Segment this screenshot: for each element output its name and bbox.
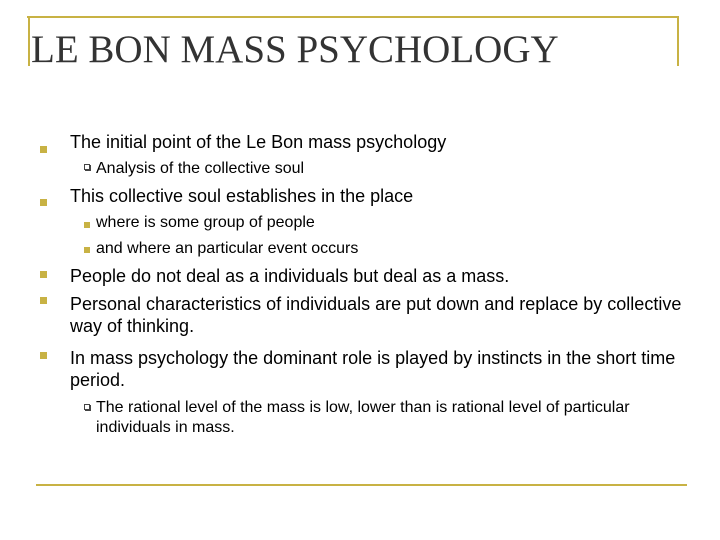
bullet-2-sub-2: and where an particular event occurs [96, 240, 359, 257]
bullet-marker-icon [40, 297, 47, 304]
bullet-1: The initial point of the Le Bon mass psychology [70, 132, 447, 152]
sub-bullet-marker-icon [84, 164, 90, 170]
bullet-5-sub-1: The rational level of the mass is low, lower than is rational level of particular individuals in mass. [96, 399, 630, 436]
sub-bullet-marker-icon [84, 404, 90, 410]
footer-rule [36, 484, 687, 486]
bullet-2-sub-1: where is some group of people [96, 214, 315, 231]
bullet-5: In mass psychology the dominant role is played by instincts in the short time period. [70, 348, 676, 390]
sub-bullet-marker-icon [84, 222, 90, 228]
bullet-2: This collective soul establishes in the place [70, 186, 414, 206]
bullet-3: People do not deal as a individuals but deal as a mass. [70, 266, 510, 286]
slide-title: LE BON MASS PSYCHOLOGY [31, 28, 559, 71]
bullet-marker-icon [40, 271, 47, 278]
bullet-4: Personal characteristics of individuals are put down and replace by collective way of thinking. [70, 294, 682, 336]
bullet-marker-icon [40, 352, 47, 359]
bullet-1-sub-1: Analysis of the collective soul [96, 160, 305, 177]
sub-bullet-marker-icon [84, 247, 90, 253]
bullet-marker-icon [40, 199, 47, 206]
bullet-marker-icon [40, 146, 47, 153]
